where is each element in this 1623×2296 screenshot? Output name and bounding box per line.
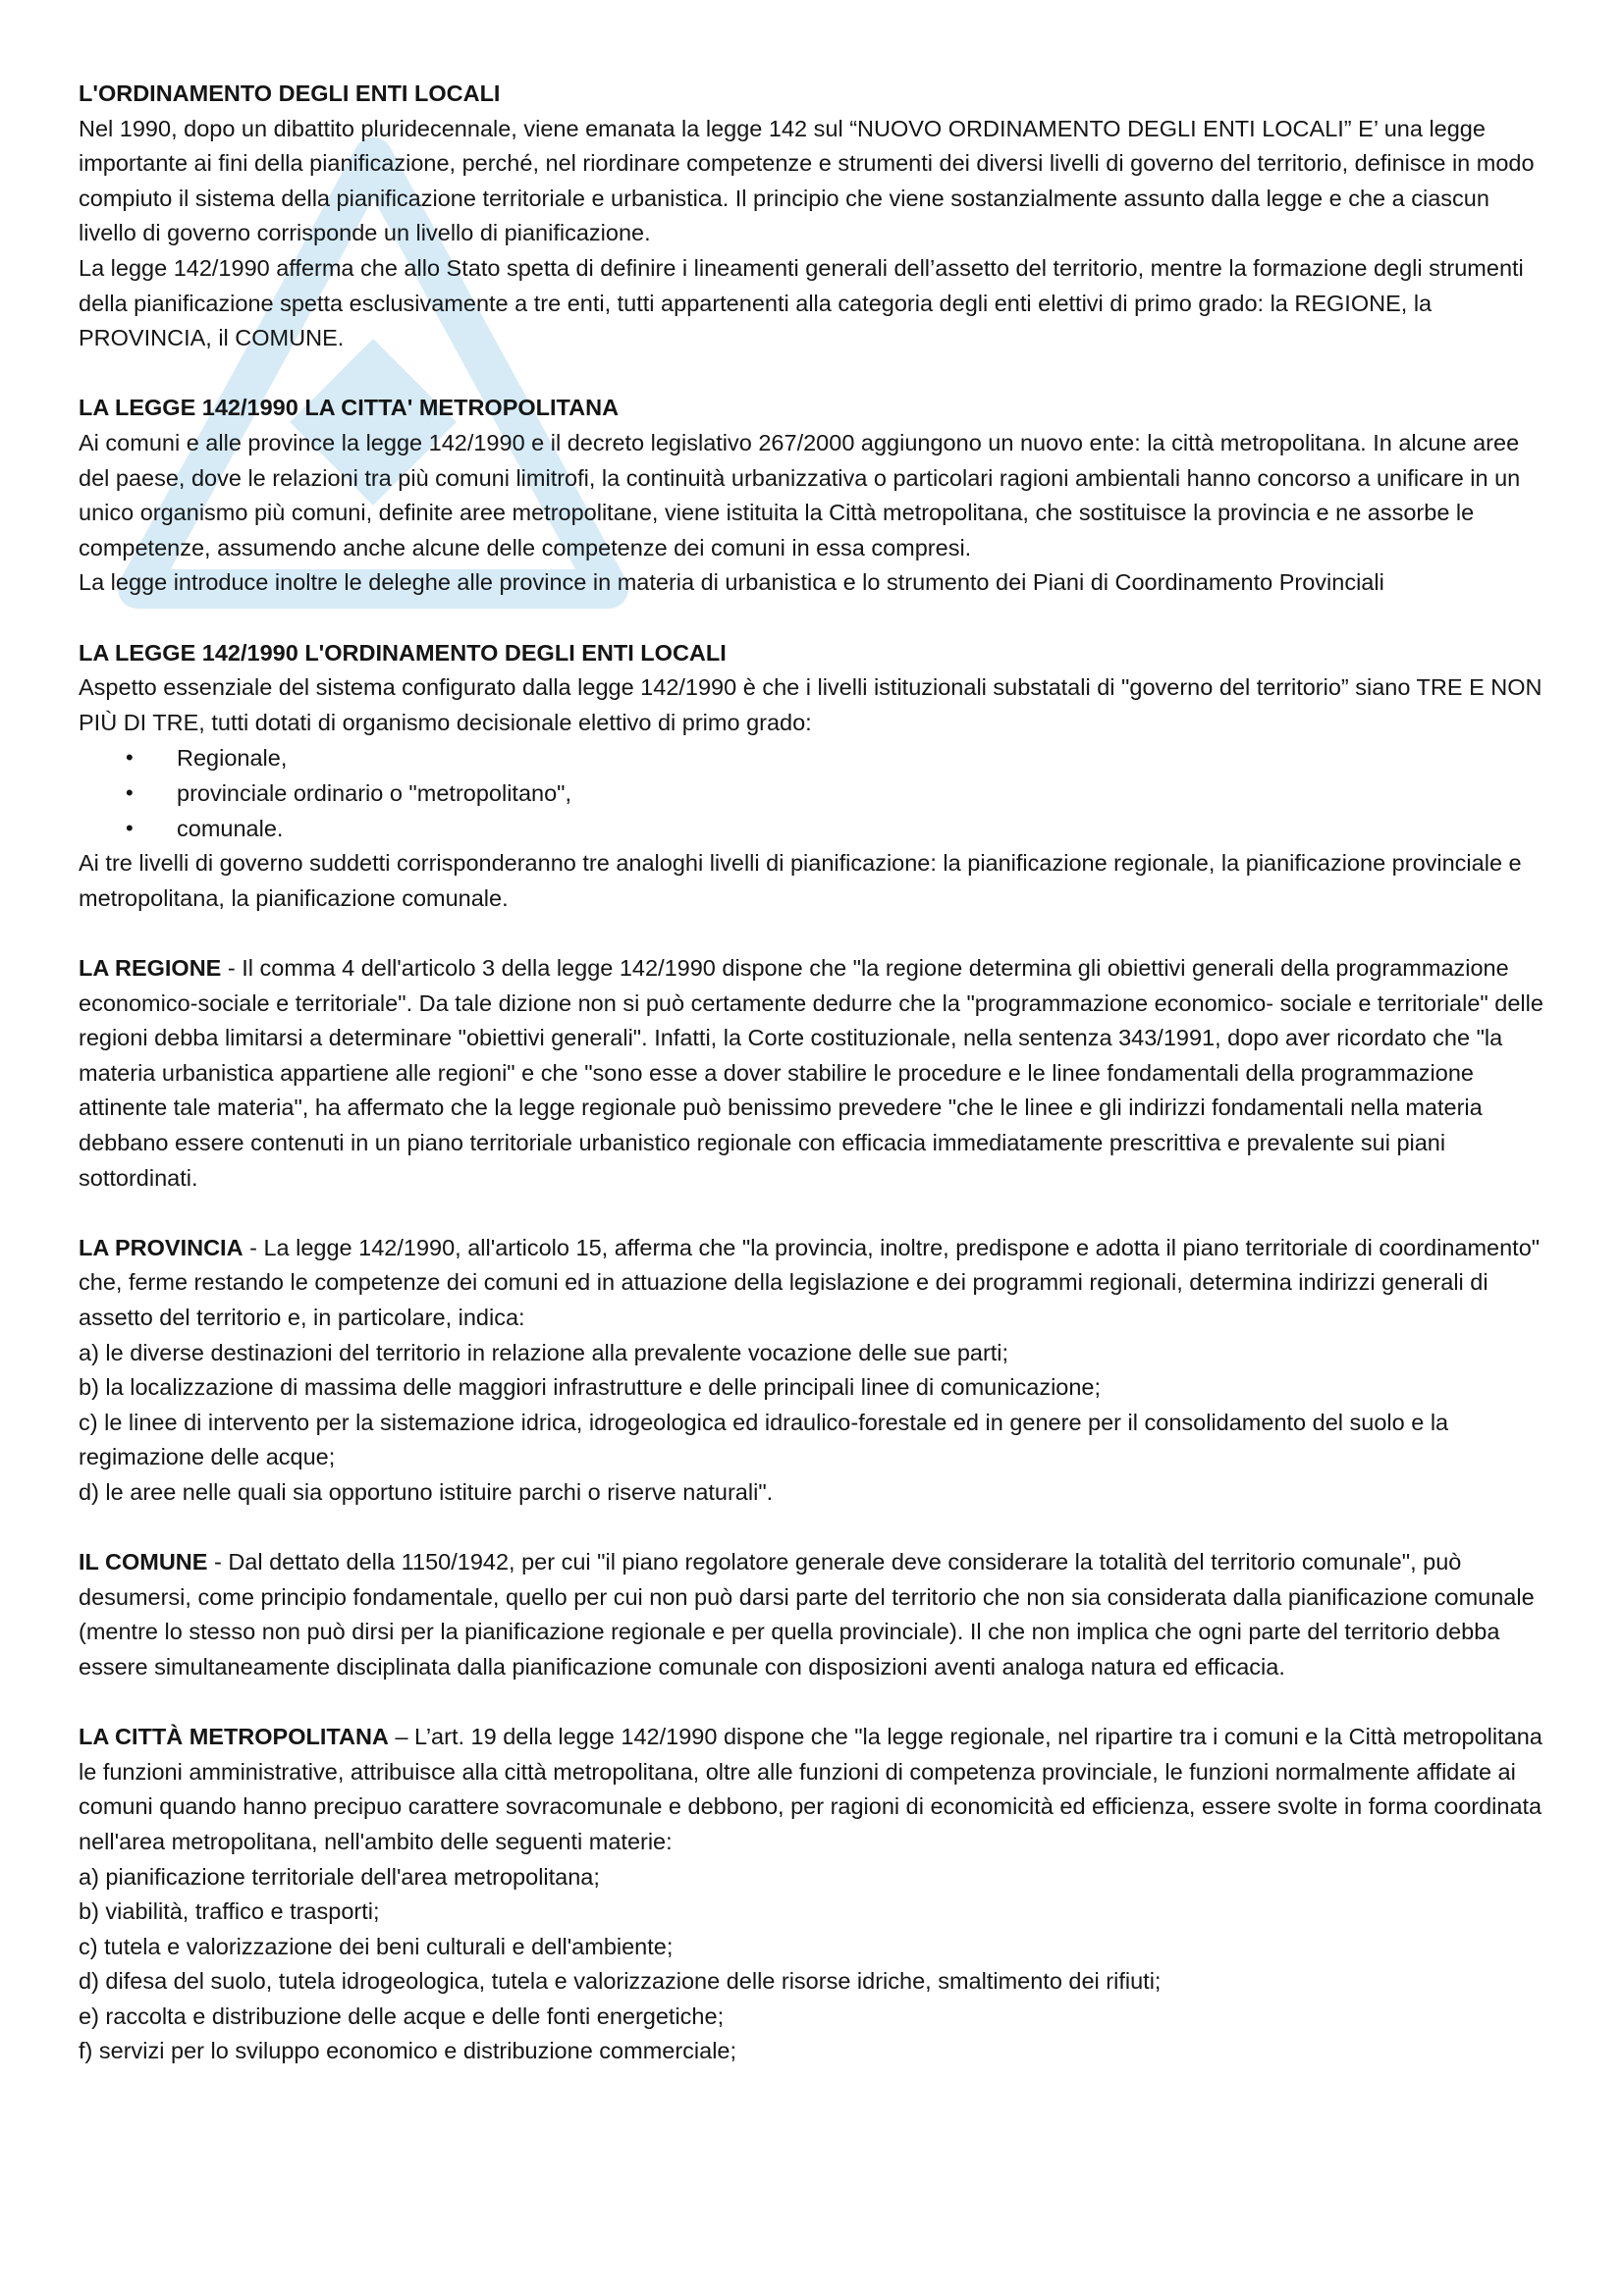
list-item: f) servizi per lo sviluppo economico e distribuzione commerciale;	[79, 2038, 737, 2064]
bullet-list	[79, 740, 1551, 846]
list-item: c) tutela e valorizzazione dei beni culturali e dell'ambiente;	[79, 1933, 674, 1959]
paragraph: Ai tre livelli di governo suddetti corrisponderanno tre analoghi livelli di pianificazione: la pianificazione regionale, la pianificazione provinciale e metropolitana, la pianificazione comunale.	[79, 850, 1522, 911]
lead-term: LA CITTÀ METROPOLITANA	[79, 1724, 389, 1750]
list-item: b) viabilità, traffico e trasporti;	[79, 1898, 380, 1925]
paragraph: Ai comuni e alle province la legge 142/1990 e il decreto legislativo 267/2000 aggiungono un nuovo ente: la città metropolitana. In alcune aree del paese, dove le relazioni tra più comuni limitrofi, la continuità urbanizzativa o particolari ragioni ambientali hanno concorso a unificare in un unico organismo più comuni, definite aree metropolitane, viene istituita la Città metropolitana, che sostituisce la provincia e ne assorbe le competenze, assumendo anche alcune delle competenze dei comuni in essa compresi.	[79, 429, 1521, 561]
section-enti-locali	[79, 636, 1551, 917]
section-heading: LA LEGGE 142/1990 L'ORDINAMENTO DEGLI ENTI LOCALI	[79, 639, 727, 666]
section-citta-metropolitana	[79, 391, 1551, 601]
list-item: • Regionale,	[79, 740, 1551, 775]
list-item: c) le linee di intervento per la sistemazione idrica, idrogeologica ed idraulico-forestale ed in genere per il consolidamento del suolo e la regimazione delle acque;	[79, 1409, 1449, 1470]
section-heading: LA LEGGE 142/1990 LA CITTA' METROPOLITANA	[79, 395, 620, 421]
list-item: e) raccolta e distribuzione delle acque e delle fonti energetiche;	[79, 2002, 725, 2029]
lead-term: LA PROVINCIA	[79, 1234, 243, 1260]
section-regione	[79, 951, 1551, 1196]
section-citta-metropolitana-art19	[79, 1720, 1551, 2069]
list-item: • provinciale ordinario o "metropolitano",	[79, 775, 1551, 811]
paragraph: La legge introduce inoltre le deleghe alle province in materia di urbanistica e lo strumento dei Piani di Coordinamento Provinciali	[79, 569, 1384, 596]
section-provincia	[79, 1231, 1551, 1511]
document-page	[79, 77, 1551, 2069]
list-item: • comunale.	[79, 811, 1551, 846]
list-item: d) difesa del suolo, tutela idrogeologica, tutela e valorizzazione delle risorse idriche, smaltimento dei rifiuti;	[79, 1968, 1162, 1995]
paragraph: Nel 1990, dopo un dibattito pluridecennale, viene emanata la legge 142 sul “NUOVO ORDINAMENTO DEGLI ENTI LOCALI” E’ una legge importante ai fini della pianificazione, perché, nel riordinare competenze e strumenti dei diversi livelli di governo del territorio, definisce in modo compiuto il sistema della pianificazione territoriale e urbanistica. Il principio che viene sostanzialmente assunto dalla legge e che a ciascun livello di governo corrisponde un livello di pianificazione.	[79, 115, 1535, 246]
list-item: a) pianificazione territoriale dell'area metropolitana;	[79, 1863, 600, 1890]
paragraph	[79, 951, 1551, 1196]
section-comune	[79, 1545, 1551, 1684]
paragraph-text: - Dal dettato della 1150/1942, per cui "il piano regolatore generale deve considerare la totalità del territorio comunale", può desumersi, come principio fondamentale, quello per cui non può darsi parte del territorio che non sia considerata dalla pianificazione comunale (mentre lo stesso non può dirsi per la pianificazione regionale e per quella provinciale). Il che non implica che ogni parte del territorio debba essere simultaneamente disciplinata dalla pianificazione comunale con disposizioni aventi analoga natura ed efficacia.	[79, 1549, 1535, 1680]
list-item: b) la localizzazione di massima delle maggiori infrastrutture e delle principali linee di comunicazione;	[79, 1374, 1102, 1401]
lead-term: LA REGIONE	[79, 955, 222, 982]
paragraph	[79, 1720, 1551, 1859]
list-item: a) le diverse destinazioni del territorio in relazione alla prevalente vocazione delle sue parti;	[79, 1339, 1009, 1365]
paragraph-text: – L’art. 19 della legge 142/1990 dispone che "la legge regionale, nel ripartire tra i comuni e la Città metropolitana le funzioni amministrative, attribuisce alla città metropolitana, oltre alle funzioni di competenza provinciale, le funzioni normalmente affidate ai comuni quando hanno precipuo carattere sovracomunale e debbono, per ragioni di economicità ed efficienza, essere svolte in forma coordinata nell'area metropolitana, nell'ambito delle seguenti materie:	[79, 1724, 1542, 1854]
paragraph: La legge 142/1990 afferma che allo Stato spetta di definire i lineamenti generali dell’assetto del territorio, mentre la formazione degli strumenti della pianificazione spetta esclusivamente a tre enti, tutti appartenenti alla categoria degli enti elettivi di primo grado: la REGIONE, la PROVINCIA, il COMUNE.	[79, 254, 1524, 351]
lead-term: IL COMUNE	[79, 1549, 208, 1575]
paragraph-text: - La legge 142/1990, all'articolo 15, afferma che "la provincia, inoltre, predispone e adotta il piano territoriale di coordinamento" che, ferme restando le competenze dei comuni ed in attuazione della legislazione e dei programmi regionali, determina indirizzi generali di assetto del territorio e, in particolare, indica:	[79, 1234, 1541, 1330]
paragraph: Aspetto essenziale del sistema configurato dalla legge 142/1990 è che i livelli istituzionali substatali di "governo del territorio” siano TRE E NON PIÙ DI TRE, tutti dotati di organismo decisionale elettivo di primo grado:	[79, 674, 1542, 735]
list-item: d) le aree nelle quali sia opportuno istituire parchi o riserve naturali".	[79, 1478, 774, 1505]
paragraph	[79, 1231, 1551, 1336]
paragraph-text: - Il comma 4 dell'articolo 3 della legge 142/1990 dispone che "la regione determina gli obiettivi generali della programmazione economico-sociale e territoriale". Da tale dizione non si può certamente dedurre che la "programmazione economico- sociale e territoriale" delle regioni debba limitarsi a determinare "obiettivi generali". Infatti, la Corte costituzionale, nella sentenza 343/1991, dopo aver ricordato che "la materia urbanistica appartiene alle regioni" e che "sono esse a dover stabilire le procedure e le linee fondamentali della programmazione attinente tale materia", ha affermato che la legge regionale può benissimo prevedere "che le linee e gli indirizzi fondamentali nella materia debbano essere contenuti in un piano territoriale urbanistico regionale con efficacia immediatamente prescrittiva e prevalente sui piani sottordinati.	[79, 955, 1543, 1191]
section-ordinamento	[79, 77, 1551, 356]
section-heading: L'ORDINAMENTO DEGLI ENTI LOCALI	[79, 80, 501, 106]
paragraph	[79, 1545, 1551, 1684]
